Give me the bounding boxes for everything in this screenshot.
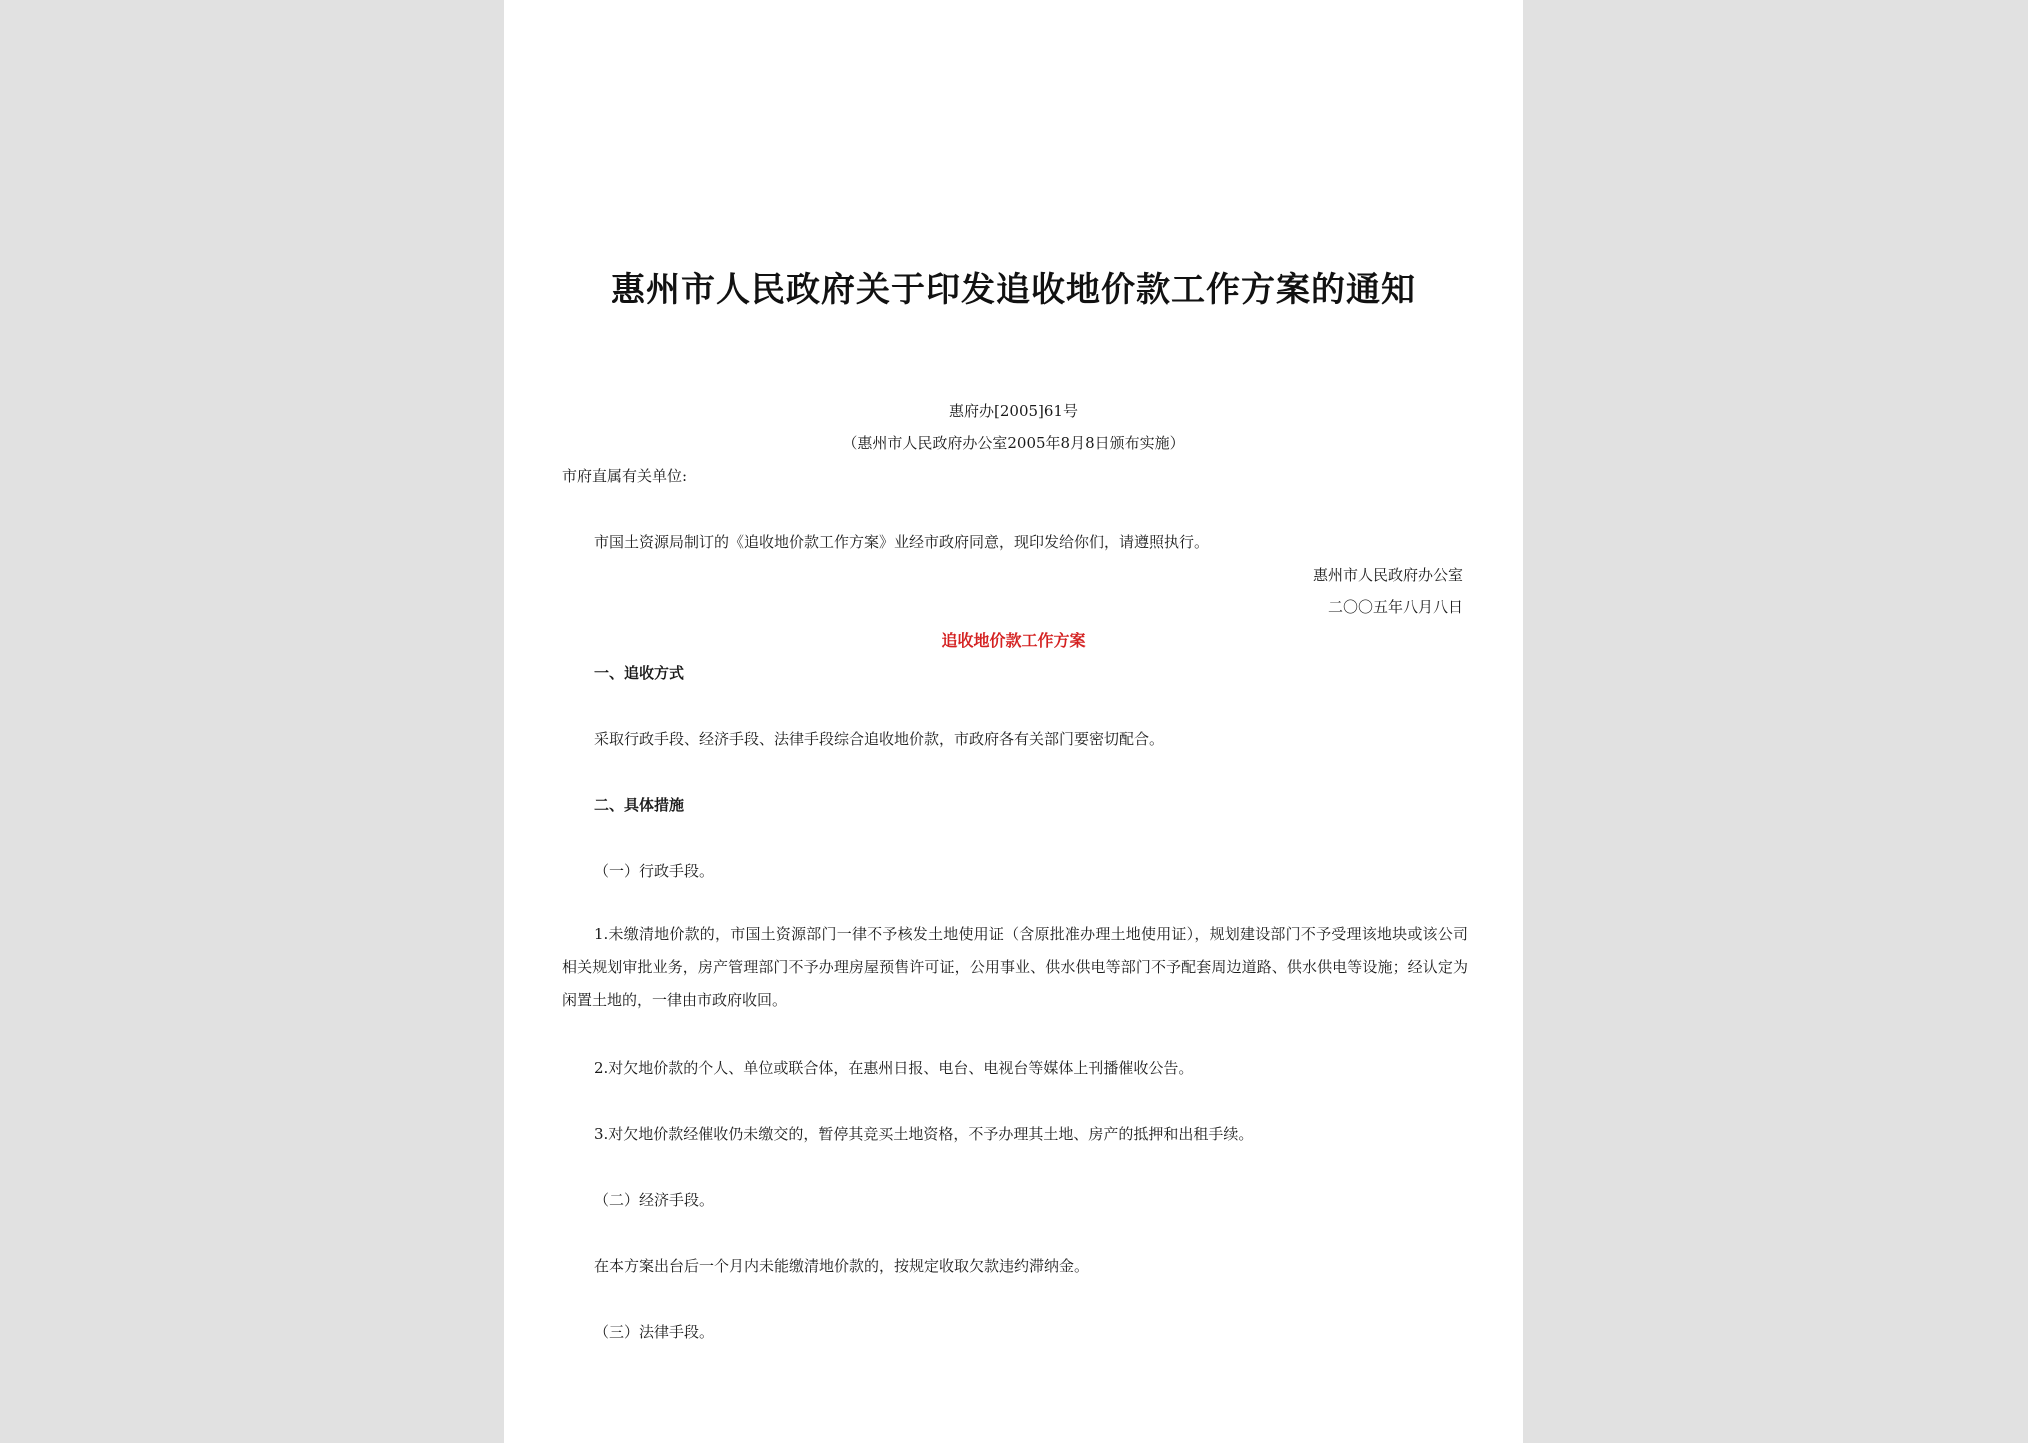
sub2-heading: （二）经济手段。 (594, 1191, 715, 1209)
section1-body: 采取行政手段、经济手段、法律手段综合追收地价款，市政府各有关部门要密切配合。 (594, 730, 1165, 748)
document-title: 惠州市人民政府关于印发追收地价款工作方案的通知 (611, 270, 1416, 310)
issuer: 惠州市人民政府办公室 (1312, 566, 1463, 584)
issue-date: 二〇〇五年八月八日 (1327, 598, 1463, 616)
doc-number: 惠府办[2005]61号 (949, 402, 1078, 420)
sub2-body: 在本方案出台后一个月内未能缴清地价款的，按规定收取欠款违约滞纳金。 (594, 1257, 1090, 1275)
item2-paragraph: 2.对欠地价款的个人、单位或联合体，在惠州日报、电台、电视台等媒体上刊播催收公告。 (594, 1059, 1194, 1077)
addressee: 市府直属有关单位: (562, 467, 688, 485)
notice-body: 市国土资源局制订的《追收地价款工作方案》业经市政府同意，现印发给你们，请遵照执行。 (594, 533, 1210, 551)
sub1-heading: （一）行政手段。 (594, 862, 715, 880)
section2-heading: 二、具体措施 (594, 796, 685, 814)
plan-title: 追收地价款工作方案 (941, 631, 1086, 650)
item1-paragraph: 1.未缴清地价款的，市国土资源部门一律不予核发土地使用证（含原批准办理土地使用证），规划建设部门不予受理该地块或该公司相关规划审批业务，房产管理部门不予办理房屋预售许可证，公用事业、供水供电等部门不予配套周边道路、供水供电等设施；经认定为闲置土地的，一律由市政府收回。 (562, 925, 1468, 1009)
document-page (504, 0, 1523, 1443)
section1-heading: 一、追收方式 (594, 664, 685, 682)
issued-note: （惠州市人民政府办公室2005年8月8日颁布实施） (842, 434, 1185, 452)
item3-paragraph: 3.对欠地价款经催收仍未缴交的，暂停其竞买土地资格，不予办理其土地、房产的抵押和出租手续。 (594, 1125, 1254, 1143)
sub3-heading: （三）法律手段。 (594, 1323, 715, 1341)
